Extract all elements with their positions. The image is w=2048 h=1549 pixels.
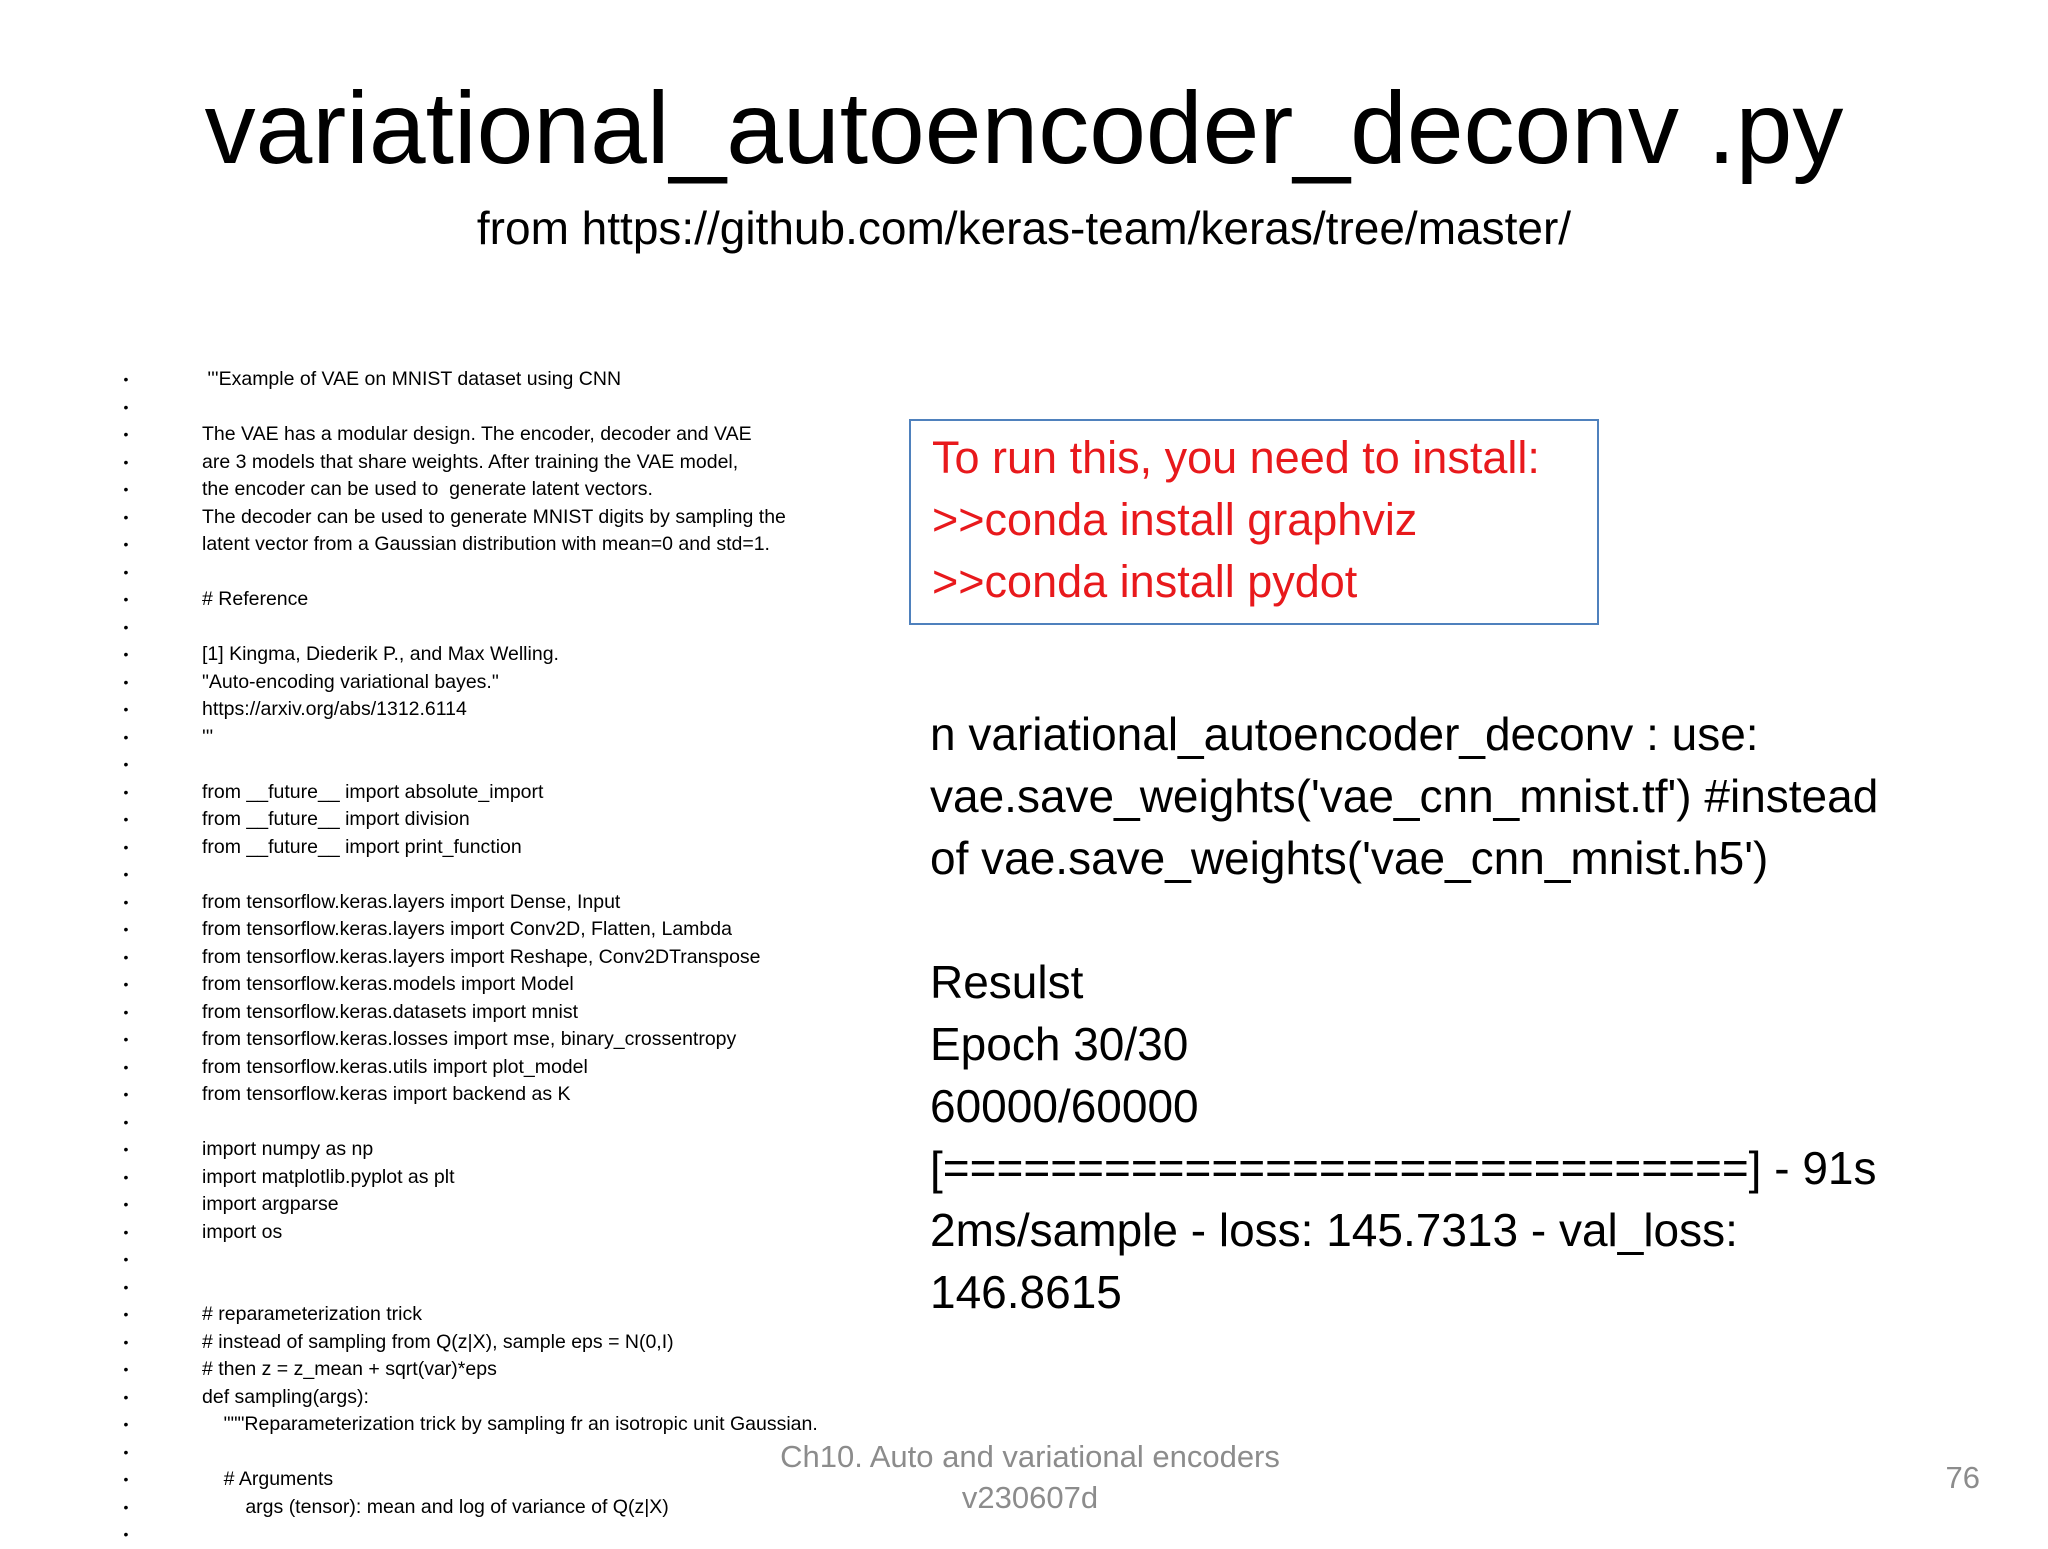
code-line — [118, 806, 918, 834]
bullet-icon: • — [123, 1113, 129, 1130]
bullet-icon: • — [123, 1196, 129, 1212]
code-line — [118, 1109, 918, 1137]
code-line — [118, 1136, 918, 1164]
code-line-text: import numpy as np — [202, 1138, 374, 1160]
code-line-text: "Auto-encoding variational bayes." — [202, 670, 499, 693]
code-line-text: from tensorflow.keras.layers import Conv2D, Flatten, Lambda — [202, 918, 732, 940]
code-line-text: https://arxiv.org/abs/1312.6114 — [202, 698, 467, 720]
code-line — [118, 366, 918, 394]
code-line-text: ''' — [202, 725, 214, 748]
code-line-text: import argparse — [202, 1193, 339, 1215]
code-line — [118, 999, 918, 1027]
note-line: Epoch 30/30 — [930, 1018, 1189, 1070]
code-line — [118, 1054, 918, 1082]
bullet-icon: • — [123, 646, 129, 662]
bullet-icon: • — [123, 838, 129, 855]
code-line-text: args (tensor): mean and log of variance of Q(z|X) — [202, 1495, 669, 1518]
page-number: 76 — [1945, 1460, 1980, 1495]
code-line-text: from tensorflow.keras.layers import Reshape, Conv2DTranspose — [202, 945, 761, 968]
bullet-icon: • — [123, 1086, 129, 1102]
notes-panel — [930, 703, 2030, 1323]
bullet-icon: • — [123, 1141, 129, 1157]
code-line — [118, 476, 918, 504]
bullet-icon: • — [123, 866, 129, 882]
code-line — [118, 916, 918, 944]
code-line-text: are 3 models that share weights. After training the VAE model, — [202, 450, 739, 473]
code-line — [118, 1301, 918, 1329]
code-line-text: from tensorflow.keras.losses import mse, binary_crossentropy — [202, 1028, 737, 1050]
bullet-icon: • — [123, 701, 129, 717]
code-line-text: def sampling(args): — [202, 1385, 369, 1408]
code-line-text: latent vector from a Gaussian distribution with mean=0 and std=1. — [202, 533, 770, 555]
bullet-icon: • — [123, 893, 129, 910]
code-line — [118, 1164, 918, 1192]
bullet-icon: • — [123, 1278, 129, 1295]
bullet-icon: • — [123, 783, 129, 800]
code-line-text: from __future__ import division — [202, 808, 470, 830]
code-line — [118, 449, 918, 477]
code-line — [118, 1274, 918, 1302]
code-line — [118, 1329, 918, 1357]
bullet-icon: • — [123, 728, 129, 745]
footer-chapter: Ch10. Auto and variational encoders — [780, 1439, 1280, 1474]
code-line — [118, 641, 918, 669]
bullet-icon: • — [123, 1416, 129, 1432]
code-line — [118, 1521, 918, 1549]
bullet-icon: • — [123, 1526, 129, 1542]
code-line-text: from __future__ import print_function — [202, 835, 522, 858]
slide-subtitle: from https://github.com/keras-team/keras/tree/master/ — [476, 202, 1572, 254]
bullet-icon: • — [123, 508, 129, 525]
code-line — [118, 1411, 918, 1439]
bullet-icon: • — [123, 1058, 129, 1075]
code-line-text: The decoder can be used to generate MNIST digits by sampling the — [202, 505, 786, 528]
bullet-icon: • — [123, 976, 129, 992]
footer-caption — [750, 1436, 1310, 1518]
code-line — [118, 696, 918, 724]
bullet-icon: • — [123, 756, 129, 772]
note-line: Resulst — [930, 956, 1084, 1008]
bullet-icon: • — [123, 1168, 129, 1185]
bullet-icon: • — [123, 1223, 129, 1240]
note-line: [==============================] - 91s — [930, 1142, 1877, 1194]
bullet-icon: • — [123, 811, 129, 827]
code-line-text: from tensorflow.keras.datasets import mnist — [202, 1000, 579, 1023]
note-line: 60000/60000 — [930, 1080, 1199, 1132]
bullet-icon: • — [123, 1388, 129, 1405]
code-line — [118, 834, 918, 862]
code-line — [118, 614, 918, 642]
bullet-icon: • — [123, 536, 129, 552]
code-line-text: # Reference — [202, 588, 309, 610]
note-line: n variational_autoencoder_deconv : use: — [930, 708, 1759, 760]
bullet-icon: • — [123, 948, 129, 965]
note-line — [930, 889, 2030, 951]
bullet-icon: • — [123, 371, 129, 387]
code-listing — [118, 366, 918, 1549]
code-line-text: # reparameterization trick — [202, 1303, 423, 1325]
bullet-icon: • — [123, 563, 129, 580]
code-line-text: from tensorflow.keras import backend as K — [202, 1083, 571, 1105]
code-line-text: # instead of sampling from Q(z|X), sample eps = N(0,I) — [202, 1330, 674, 1353]
bullet-icon: • — [123, 1471, 129, 1487]
code-line — [118, 1219, 918, 1247]
bullet-icon: • — [123, 673, 129, 690]
code-line-text: # Arguments — [202, 1468, 334, 1490]
bullet-icon: • — [123, 921, 129, 937]
code-line-text: from tensorflow.keras.layers import Dense, Input — [202, 890, 621, 913]
note-line: 2ms/sample - loss: 145.7313 - val_loss: — [930, 1204, 1738, 1256]
bullet-icon: • — [123, 1251, 129, 1267]
bullet-icon: • — [123, 1443, 129, 1460]
bullet-icon: • — [123, 426, 129, 442]
code-line-text: from tensorflow.keras.models import Model — [202, 973, 574, 995]
code-line — [118, 586, 918, 614]
code-line — [118, 1356, 918, 1384]
bullet-icon: • — [123, 1498, 129, 1515]
code-line — [118, 1191, 918, 1219]
note-line: vae.save_weights('vae_cnn_mnist.tf') #instead — [930, 770, 1879, 822]
code-line-text: # then z = z_mean + sqrt(var)*eps — [202, 1358, 497, 1380]
code-line-text: [1] Kingma, Diederik P., and Max Welling. — [202, 643, 559, 665]
code-line-text: the encoder can be used to generate latent vectors. — [202, 478, 653, 500]
code-line — [118, 971, 918, 999]
code-line — [118, 861, 918, 889]
code-line-text: """Reparameterization trick by sampling fr an isotropic unit Gaussian. — [202, 1413, 818, 1435]
install-line-graphviz: >>conda install graphviz — [932, 494, 1418, 545]
bullet-icon: • — [123, 453, 129, 470]
bullet-icon: • — [123, 1306, 129, 1322]
code-line — [118, 1081, 918, 1109]
code-line — [118, 531, 918, 559]
code-line — [118, 751, 918, 779]
install-line-heading: To run this, you need to install: — [932, 432, 1540, 483]
code-line-text: import matplotlib.pyplot as plt — [202, 1165, 455, 1188]
code-line-text: from tensorflow.keras.utils import plot_model — [202, 1055, 588, 1078]
bullet-icon: • — [123, 398, 129, 415]
code-line — [118, 944, 918, 972]
code-line — [118, 1384, 918, 1412]
bullet-icon: • — [123, 481, 129, 497]
bullet-icon: • — [123, 591, 129, 607]
code-line-text: '''Example of VAE on MNIST dataset using CNN — [202, 368, 622, 390]
code-line — [118, 1026, 918, 1054]
code-line — [118, 669, 918, 697]
footer-version: v230607d — [961, 1480, 1099, 1515]
install-instructions-box — [909, 419, 1599, 625]
code-line — [118, 779, 918, 807]
code-line — [118, 394, 918, 422]
code-line — [118, 421, 918, 449]
bullet-icon: • — [123, 1003, 129, 1020]
install-line-pydot: >>conda install pydot — [932, 556, 1358, 607]
bullet-icon: • — [123, 1031, 129, 1047]
bullet-icon: • — [123, 1361, 129, 1377]
code-line — [118, 559, 918, 587]
code-line — [118, 889, 918, 917]
bullet-icon: • — [123, 618, 129, 635]
code-line-text: The VAE has a modular design. The encoder, decoder and VAE — [202, 423, 752, 445]
bullet-icon: • — [123, 1333, 129, 1350]
code-line-text: from __future__ import absolute_import — [202, 780, 544, 803]
code-line — [118, 1246, 918, 1274]
code-line-text: import os — [202, 1220, 283, 1243]
note-line: of vae.save_weights('vae_cnn_mnist.h5') — [930, 832, 1769, 884]
slide-title: variational_autoencoder_deconv .py — [204, 71, 1844, 185]
code-line — [118, 724, 918, 752]
code-line — [118, 504, 918, 532]
note-line: 146.8615 — [930, 1266, 1122, 1318]
